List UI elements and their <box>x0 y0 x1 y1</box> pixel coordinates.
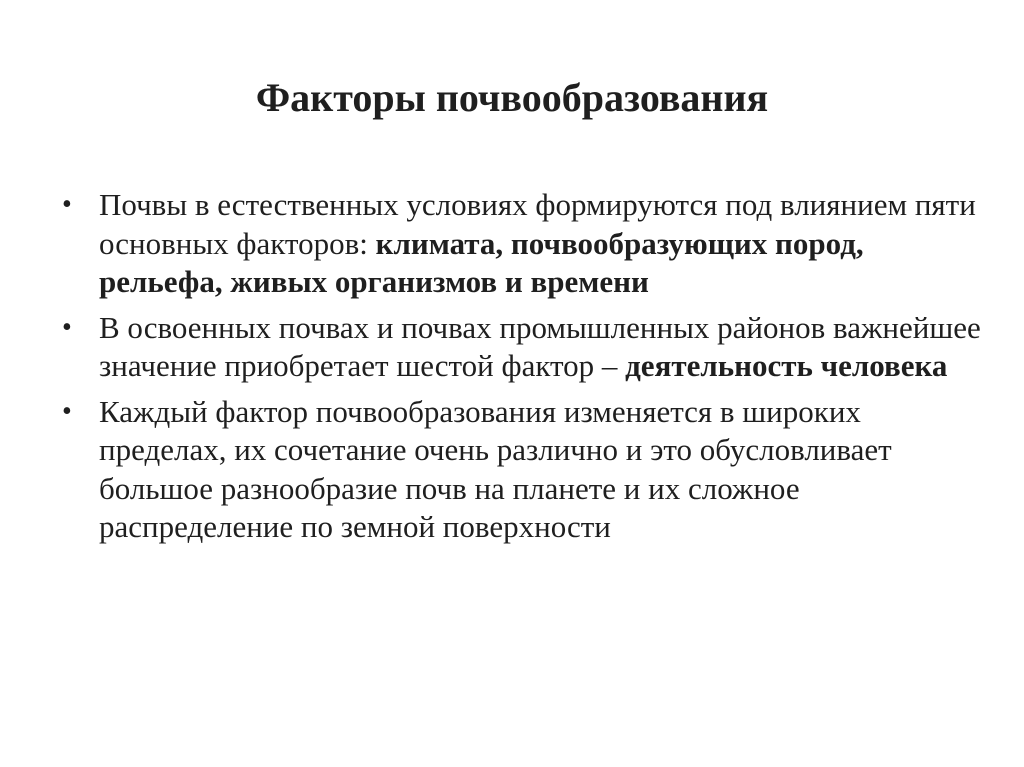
slide-title: Факторы почвообразования <box>255 75 769 120</box>
bullet-bold-text: климата, почвообразующих пород, рельефа, живых организмов и времени <box>99 225 864 299</box>
bullet-dot-icon: • <box>62 395 72 427</box>
bullet-item-human-activity <box>62 309 982 386</box>
bullet-list <box>62 186 982 554</box>
bullet-text: Почвы в естественных условиях формируются под влиянием пяти основных факторов: <box>99 187 976 261</box>
bullet-dot-icon: • <box>62 189 72 220</box>
bullet-item-factors <box>62 186 982 302</box>
bullet-item-variation <box>62 393 982 547</box>
bullet-bold-text: деятельность человека <box>625 348 948 383</box>
bullet-text: В освоенных почвах и почвах промышленных районов важнейшее значение приобретает шестой фактор – <box>99 309 981 383</box>
bullet-text: Каждый фактор почвообразования изменяется в широких пределах, их сочетание очень различно и это обусловливает большое разнообразие почв на планете и их сложное распределение по земной поверхности <box>99 393 892 544</box>
bullet-dot-icon: • <box>62 311 72 343</box>
